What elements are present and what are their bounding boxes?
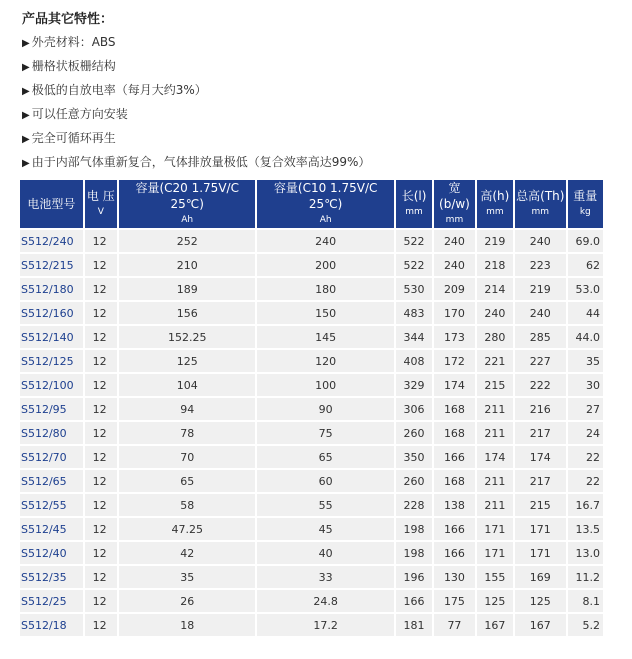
cell-width: 166 <box>434 446 474 468</box>
cell-height: 215 <box>477 374 513 396</box>
table-row <box>20 302 603 324</box>
cell-capacity-c10: 145 <box>257 326 393 348</box>
cell-length: 166 <box>396 590 432 612</box>
cell-capacity-c20: 252 <box>119 230 255 252</box>
cell-total-height: 219 <box>515 278 566 300</box>
cell-capacity-c20: 18 <box>119 614 255 636</box>
cell-width: 172 <box>434 350 474 372</box>
cell-capacity-c10: 240 <box>257 230 393 252</box>
cell-voltage: 12 <box>85 470 117 492</box>
table-row <box>20 614 603 636</box>
feature-text: 极低的自放电率（每月大约3%） <box>31 83 207 97</box>
cell-model[interactable]: S512/80 <box>20 422 83 444</box>
cell-total-height: 223 <box>515 254 566 276</box>
cell-height: 240 <box>477 302 513 324</box>
cell-capacity-c20: 42 <box>119 542 255 564</box>
cell-model[interactable]: S512/95 <box>20 398 83 420</box>
cell-length: 483 <box>396 302 432 324</box>
cell-capacity-c20: 26 <box>119 590 255 612</box>
bullet-arrow-icon: ▶ <box>22 38 30 49</box>
cell-length: 260 <box>396 470 432 492</box>
cell-capacity-c10: 150 <box>257 302 393 324</box>
cell-capacity-c20: 65 <box>119 470 255 492</box>
cell-model[interactable]: S512/240 <box>20 230 83 252</box>
cell-capacity-c20: 58 <box>119 494 255 516</box>
cell-weight: 13.0 <box>568 542 603 564</box>
cell-total-height: 167 <box>515 614 566 636</box>
cell-voltage: 12 <box>85 254 117 276</box>
cell-height: 221 <box>477 350 513 372</box>
cell-capacity-c20: 94 <box>119 398 255 420</box>
cell-capacity-c20: 210 <box>119 254 255 276</box>
cell-voltage: 12 <box>85 302 117 324</box>
cell-capacity-c10: 200 <box>257 254 393 276</box>
cell-model[interactable]: S512/215 <box>20 254 83 276</box>
header-height: 高(h) mm <box>477 180 513 228</box>
cell-voltage: 12 <box>85 398 117 420</box>
cell-width: 173 <box>434 326 474 348</box>
table-row <box>20 470 603 492</box>
bullet-arrow-icon: ▶ <box>22 86 30 97</box>
cell-voltage: 12 <box>85 374 117 396</box>
cell-weight: 22 <box>568 446 603 468</box>
table-row <box>20 326 603 348</box>
feature-item <box>22 153 370 170</box>
cell-height: 280 <box>477 326 513 348</box>
cell-capacity-c10: 40 <box>257 542 393 564</box>
header-voltage: 电 压 V <box>85 180 117 228</box>
cell-voltage: 12 <box>85 614 117 636</box>
table-row <box>20 566 603 588</box>
cell-model[interactable]: S512/160 <box>20 302 83 324</box>
cell-capacity-c10: 33 <box>257 566 393 588</box>
cell-weight: 53.0 <box>568 278 603 300</box>
cell-model[interactable]: S512/55 <box>20 494 83 516</box>
cell-weight: 13.5 <box>568 518 603 540</box>
bullet-arrow-icon: ▶ <box>22 134 30 145</box>
cell-weight: 16.7 <box>568 494 603 516</box>
cell-voltage: 12 <box>85 326 117 348</box>
cell-height: 211 <box>477 470 513 492</box>
cell-weight: 11.2 <box>568 566 603 588</box>
cell-height: 155 <box>477 566 513 588</box>
cell-voltage: 12 <box>85 278 117 300</box>
cell-voltage: 12 <box>85 422 117 444</box>
cell-weight: 44.0 <box>568 326 603 348</box>
cell-total-height: 174 <box>515 446 566 468</box>
table-row <box>20 422 603 444</box>
cell-capacity-c10: 17.2 <box>257 614 393 636</box>
cell-capacity-c10: 60 <box>257 470 393 492</box>
cell-length: 530 <box>396 278 432 300</box>
cell-weight: 44 <box>568 302 603 324</box>
header-model: 电池型号 <box>20 180 83 228</box>
cell-model[interactable]: S512/70 <box>20 446 83 468</box>
header-capacity-c20: 容量(C20 1.75V/C 25℃) Ah <box>119 180 255 228</box>
bullet-arrow-icon: ▶ <box>22 158 30 169</box>
cell-width: 175 <box>434 590 474 612</box>
cell-capacity-c20: 125 <box>119 350 255 372</box>
feature-text: 外壳材料：ABS <box>31 35 116 49</box>
cell-height: 125 <box>477 590 513 612</box>
cell-width: 240 <box>434 230 474 252</box>
cell-capacity-c10: 55 <box>257 494 393 516</box>
cell-capacity-c20: 78 <box>119 422 255 444</box>
cell-voltage: 12 <box>85 518 117 540</box>
cell-width: 166 <box>434 542 474 564</box>
cell-model[interactable]: S512/40 <box>20 542 83 564</box>
cell-total-height: 240 <box>515 302 566 324</box>
feature-item <box>22 129 116 146</box>
cell-total-height: 285 <box>515 326 566 348</box>
cell-width: 168 <box>434 398 474 420</box>
cell-height: 218 <box>477 254 513 276</box>
cell-weight: 24 <box>568 422 603 444</box>
cell-length: 196 <box>396 566 432 588</box>
cell-capacity-c20: 152.25 <box>119 326 255 348</box>
cell-capacity-c10: 75 <box>257 422 393 444</box>
cell-height: 211 <box>477 422 513 444</box>
header-weight: 重量 kg <box>568 180 603 228</box>
cell-height: 211 <box>477 494 513 516</box>
cell-model[interactable]: S512/65 <box>20 470 83 492</box>
cell-width: 240 <box>434 254 474 276</box>
cell-total-height: 216 <box>515 398 566 420</box>
cell-width: 166 <box>434 518 474 540</box>
cell-height: 211 <box>477 398 513 420</box>
cell-weight: 8.1 <box>568 590 603 612</box>
section-title: 产品其它特性： <box>22 12 114 27</box>
cell-capacity-c20: 156 <box>119 302 255 324</box>
cell-total-height: 215 <box>515 494 566 516</box>
feature-text: 完全可循环再生 <box>31 131 116 145</box>
cell-length: 350 <box>396 446 432 468</box>
cell-length: 198 <box>396 518 432 540</box>
cell-voltage: 12 <box>85 590 117 612</box>
header-capacity-c10: 容量(C10 1.75V/C 25℃) Ah <box>257 180 393 228</box>
table-row <box>20 374 603 396</box>
cell-length: 522 <box>396 254 432 276</box>
cell-width: 170 <box>434 302 474 324</box>
table-row <box>20 590 603 612</box>
cell-length: 344 <box>396 326 432 348</box>
cell-length: 522 <box>396 230 432 252</box>
cell-width: 168 <box>434 470 474 492</box>
cell-length: 198 <box>396 542 432 564</box>
cell-model[interactable]: S512/140 <box>20 326 83 348</box>
cell-voltage: 12 <box>85 350 117 372</box>
cell-capacity-c10: 180 <box>257 278 393 300</box>
cell-capacity-c10: 120 <box>257 350 393 372</box>
cell-voltage: 12 <box>85 494 117 516</box>
cell-capacity-c20: 189 <box>119 278 255 300</box>
cell-total-height: 217 <box>515 470 566 492</box>
cell-length: 408 <box>396 350 432 372</box>
cell-total-height: 125 <box>515 590 566 612</box>
cell-weight: 5.2 <box>568 614 603 636</box>
cell-voltage: 12 <box>85 542 117 564</box>
cell-capacity-c10: 100 <box>257 374 393 396</box>
feature-item <box>22 105 128 122</box>
cell-model[interactable]: S512/25 <box>20 590 83 612</box>
cell-width: 168 <box>434 422 474 444</box>
cell-height: 214 <box>477 278 513 300</box>
cell-capacity-c10: 24.8 <box>257 590 393 612</box>
cell-total-height: 240 <box>515 230 566 252</box>
cell-model[interactable]: S512/18 <box>20 614 83 636</box>
table-body <box>20 230 603 636</box>
cell-total-height: 222 <box>515 374 566 396</box>
table-row <box>20 278 603 300</box>
feature-text: 可以任意方向安装 <box>31 107 128 121</box>
cell-total-height: 171 <box>515 542 566 564</box>
cell-capacity-c20: 47.25 <box>119 518 255 540</box>
cell-weight: 69.0 <box>568 230 603 252</box>
cell-width: 77 <box>434 614 474 636</box>
cell-total-height: 217 <box>515 422 566 444</box>
cell-capacity-c20: 104 <box>119 374 255 396</box>
cell-height: 174 <box>477 446 513 468</box>
feature-item <box>22 81 207 98</box>
cell-weight: 62 <box>568 254 603 276</box>
cell-model[interactable]: S512/45 <box>20 518 83 540</box>
cell-width: 138 <box>434 494 474 516</box>
cell-model[interactable]: S512/125 <box>20 350 83 372</box>
cell-weight: 22 <box>568 470 603 492</box>
cell-weight: 30 <box>568 374 603 396</box>
feature-text: 由于内部气体重新复合，气体排放量极低（复合效率高达99%） <box>31 155 371 169</box>
cell-height: 171 <box>477 518 513 540</box>
battery-spec-table <box>18 178 605 638</box>
cell-width: 174 <box>434 374 474 396</box>
cell-height: 171 <box>477 542 513 564</box>
cell-width: 130 <box>434 566 474 588</box>
cell-total-height: 169 <box>515 566 566 588</box>
bullet-arrow-icon: ▶ <box>22 110 30 121</box>
table-row <box>20 494 603 516</box>
cell-length: 260 <box>396 422 432 444</box>
cell-model[interactable]: S512/100 <box>20 374 83 396</box>
table-row <box>20 398 603 420</box>
cell-total-height: 171 <box>515 518 566 540</box>
cell-width: 209 <box>434 278 474 300</box>
cell-total-height: 227 <box>515 350 566 372</box>
cell-voltage: 12 <box>85 566 117 588</box>
cell-weight: 35 <box>568 350 603 372</box>
header-total-height: 总高(Th) mm <box>515 180 566 228</box>
table-row <box>20 254 603 276</box>
cell-length: 329 <box>396 374 432 396</box>
feature-item <box>22 57 116 74</box>
bullet-arrow-icon: ▶ <box>22 62 30 73</box>
cell-capacity-c10: 90 <box>257 398 393 420</box>
feature-text: 栅格状板栅结构 <box>31 59 116 73</box>
cell-weight: 27 <box>568 398 603 420</box>
table-row <box>20 446 603 468</box>
cell-capacity-c10: 45 <box>257 518 393 540</box>
cell-height: 219 <box>477 230 513 252</box>
feature-item <box>22 33 116 50</box>
cell-height: 167 <box>477 614 513 636</box>
header-width: 宽(b/w) mm <box>434 180 474 228</box>
cell-voltage: 12 <box>85 230 117 252</box>
cell-length: 228 <box>396 494 432 516</box>
cell-length: 306 <box>396 398 432 420</box>
header-length: 长(l) mm <box>396 180 432 228</box>
table-row <box>20 230 603 252</box>
table-row <box>20 518 603 540</box>
cell-capacity-c20: 35 <box>119 566 255 588</box>
table-row <box>20 350 603 372</box>
cell-voltage: 12 <box>85 446 117 468</box>
cell-length: 181 <box>396 614 432 636</box>
cell-model[interactable]: S512/35 <box>20 566 83 588</box>
table-header-row <box>20 180 603 228</box>
cell-model[interactable]: S512/180 <box>20 278 83 300</box>
cell-capacity-c20: 70 <box>119 446 255 468</box>
table-row <box>20 542 603 564</box>
cell-capacity-c10: 65 <box>257 446 393 468</box>
